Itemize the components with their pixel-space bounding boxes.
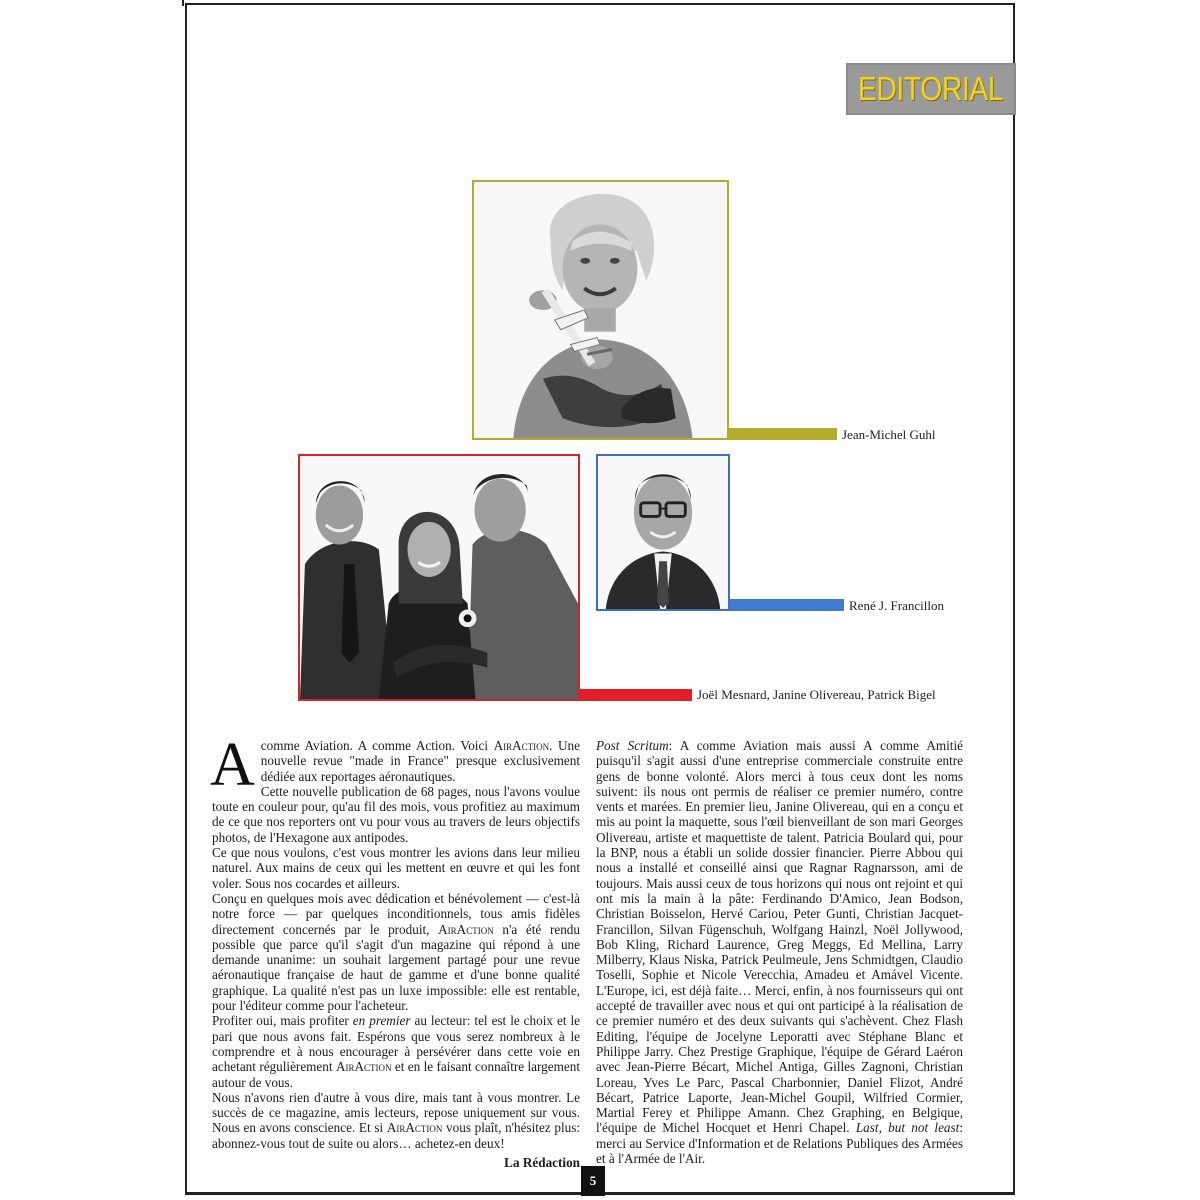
paragraph-6: Nous n'avons rien d'autre à vous dire, mais tant à vous montrer. Le succès de ce magazine, amis lecteurs, repose uniquement sur vous. Nous en avons conscience. Et si AirAction vous plaît, n'hésitez plus: abonnez-vous tout de suite ou alors… achetez-en deux! xyxy=(212,1089,580,1151)
editorial-column-right xyxy=(596,738,963,1166)
page-number: 5 xyxy=(581,1166,605,1196)
editorial-title: EDITORIAL xyxy=(858,70,1004,107)
caption-guhl: Jean-Michel Guhl xyxy=(842,427,936,442)
ps-label: Post Scritum xyxy=(596,738,669,753)
drop-cap: A xyxy=(210,731,255,799)
photo-jean-michel-guhl xyxy=(472,180,729,440)
paragraph-intro: A comme Aviation. A comme Action. Voici AirAction. Une nouvelle revue "made in France" presque exclusivement dédiée aux reportages aéronautiques. xyxy=(210,731,580,799)
brand-name: AirAction xyxy=(493,738,550,753)
brand-name: AirAction xyxy=(438,921,494,937)
signature: La Rédaction xyxy=(504,1155,580,1171)
caption-bar-blue xyxy=(730,599,844,611)
photo-rene-francillon xyxy=(596,454,730,611)
crop-mark xyxy=(182,0,184,6)
editorial-column-left xyxy=(210,731,580,1171)
photo-group-three-people xyxy=(298,454,580,701)
paragraph-4: Conçu en quelques mois avec dédication et bénévolement — c'est-là notre force — par quelques inconditionnels, tous amis fidèles directement concernés par le produit, AirAction n'a été rendu possible que parce qu'il s'agit d'un magazine qui répond à une demande unanime: un souhait largement partagé pour une revue aéronautique française de haut de gamme et d'une bonne qualité graphique. La qualité n'est pas un luxe impossible: elle est rentable, pour l'éditeur comme pour l'acheteur. xyxy=(212,890,580,1014)
last-label: Last, but not least xyxy=(855,1120,960,1136)
editorial-banner xyxy=(846,63,1016,115)
brand-name: AirAction xyxy=(386,1120,443,1136)
caption-group: Joël Mesnard, Janine Olivereau, Patrick Bigel xyxy=(697,687,936,702)
paragraph-3: Ce que nous voulons, c'est vous montrer les avions dans leur milieu naturel. Aux mains de ceux qui les mettent en œuvre et qui les font voler. Sous nos cocardes et ailleurs. xyxy=(212,845,580,891)
caption-bar-olive xyxy=(729,428,837,440)
post-scriptum: Post Scritum: A comme Aviation mais aussi A comme Amitié puisqu'il s'agit aussi d'une entreprise commerciale construite entre gens de bonne volonté. Alors merci à tous ceux dont les noms suivent: ils nous ont permis de réaliser ce premier numéro, contre vents et marées. En premier lieu, Janine Olivereau, qui en a conçu et mis au point la maquette, sous l'œil bienveillant de son mari Georges Olivereau, artiste et maquettiste de talent. Patricia Boulard qui, pour la BNP, nous a établi un solide dossier financier. Pierre Abbou qui nous a installé et conseillé ainsi que Ragnar Ragnarsson, ami de toujours. Mais aussi ceux de tous horizons qui nous ont rejoint et qui ont mis la main à la pâte: Ferdinando D'Amico, Jean Bodson, Christian Boisselon, Hervé Cariou, Peter Gunti, Christian Jacquet-Francillon, Silvan Fügenschuh, Wolfgang Hainzl, Noël Jollywood, Bob Kling, Richard Laurence, Greg Meggs, Ed Mellina, Larry Milberry, Klaus Niska, Patrick Peulmeule, Jens Schmidtgen, Claudio Toselli, Sophie et Nicole Verecchia, Amadeu et Amável Vicente. L'Europe, ici, est déjà faite… Merci, enfin, à nos fournisseurs qui ont accepté de travailler avec nous et qui ont participé à la réalisation de ce premier numéro et des deux suivants qui s'achèvent. Chez Flash Editing, l'équipe de Jocelyne Leporatti avec Stéphane Blanc et Philippe Jarry. Chez Prestige Graphique, l'équipe de Gérard Laéron avec Jean-Pierre Bécart, Michel Antiga, Gilles Zagnoni, Christian Loreau, Yves Le Parc, Pascal Charbonnier, Daniel Flizot, André Bécart, Patrice Laporte, Jean-Michel Goupil, Wilfried Cormier, Martial Ferey et Philippe Amann. Chez Graphing, en Belgique, l'équipe de Michel Hocquet et Henri Chapel. Last, but not least: merci au Service d'Information et de Relations Publiques des Armées et à l'Armée de l'Air. xyxy=(596,738,963,1167)
paragraph-2: Cette nouvelle publication de 68 pages, nous l'avons voulue toute en couleur pour, qu'au fil des mois, vous profitiez au maximum de ce que nos reporters ont vu pour vous au travers de leurs objectifs photos, de l'Hexagone aux antipodes. xyxy=(212,783,580,845)
caption-francillon: René J. Francillon xyxy=(849,598,944,613)
paragraph-5: Profiter oui, mais profiter en premier au lecteur: tel est le choix et le pari que nous avons fait. Espérons que vous serez nombreux à le comprendre et à nous encourager à persévérer dans cette voie en achetant régulièrement AirAction et en le faisant connaître largement autour de vous. xyxy=(212,1013,580,1090)
caption-bar-red xyxy=(580,689,692,701)
brand-name: AirAction xyxy=(335,1059,392,1075)
